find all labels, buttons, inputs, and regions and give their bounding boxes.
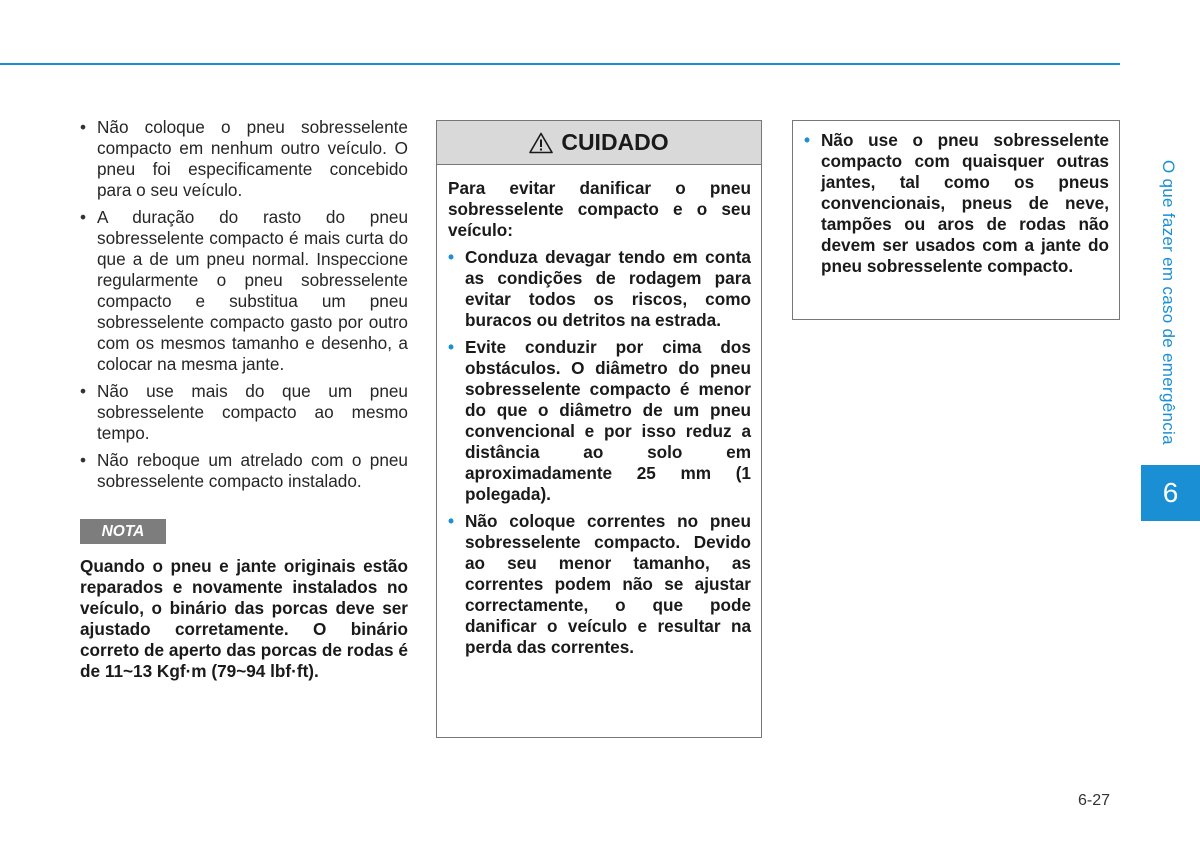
warning-list: [804, 130, 1109, 277]
list-item: • Não use o pneu sobresselente compacto com quaisquer outras jantes, tal como os pneus convencionais, pneus de neve, tampões ou aros de rodas não devem ser usados com a jante do pneu sobresselente compacto.: [804, 130, 1109, 277]
caution-intro: Para evitar danificar o pneu sobresselente compacto e o seu veículo:: [448, 178, 751, 240]
caution-header: [437, 121, 761, 165]
warning-triangle-icon: [529, 132, 553, 154]
header-rule: [0, 63, 1120, 65]
caution-list: [448, 247, 751, 658]
warning-note-box: [792, 120, 1120, 320]
caution-box: [436, 120, 762, 738]
list-item: • Não coloque o pneu sobresselente compacto em nenhum outro veículo. O pneu foi especificamente concebido para o seu veículo.: [80, 117, 408, 201]
caution-title: CUIDADO: [561, 129, 669, 155]
chapter-tab: 6: [1141, 465, 1200, 521]
tips-list: [80, 117, 408, 492]
list-item: • Conduza devagar tendo em conta as condições de rodagem para evitar todos os riscos, como buracos ou detritos na estrada.: [448, 247, 751, 331]
list-item: • A duração do rasto do pneu sobresselente compacto é mais curta do que a de um pneu normal. Inspeccione regularmente o pneu sobresselente compacto e substitua um pneu sobresselente compacto gasto por outro com os mesmos tamanho e desenho, a colocar na mesma jante.: [80, 207, 408, 375]
section-title: O que fazer em caso de emergência: [1159, 160, 1178, 445]
page-number: 6-27: [1078, 792, 1111, 809]
list-item: • Não reboque um atrelado com o pneu sobresselente compacto instalado.: [80, 450, 408, 492]
list-item: • Não use mais do que um pneu sobresselente compacto ao mesmo tempo.: [80, 381, 408, 444]
list-item: • Não coloque correntes no pneu sobresselente compacto. Devido ao seu menor tamanho, as correntes podem não se ajustar correctamente, o que pode danificar o veículo e resultar na perda das correntes.: [448, 511, 751, 658]
note-badge: NOTA: [80, 519, 166, 544]
list-item: • Evite conduzir por cima dos obstáculos. O diâmetro do pneu sobresselente compacto é menor do que o diâmetro de um pneu convencional e por isso reduz a distância ao solo em aproximadamente 25 mm (1 polegada).: [448, 337, 751, 505]
note-text: Quando o pneu e jante originais estão reparados e novamente instalados no veículo, o binário das porcas deve ser ajustado corretamente. O binário correto de aperto das porcas de rodas é de 11~13 Kgf·m (79~94 lbf·ft).: [80, 556, 408, 681]
left-column: [80, 117, 408, 682]
caution-body: [437, 165, 761, 658]
